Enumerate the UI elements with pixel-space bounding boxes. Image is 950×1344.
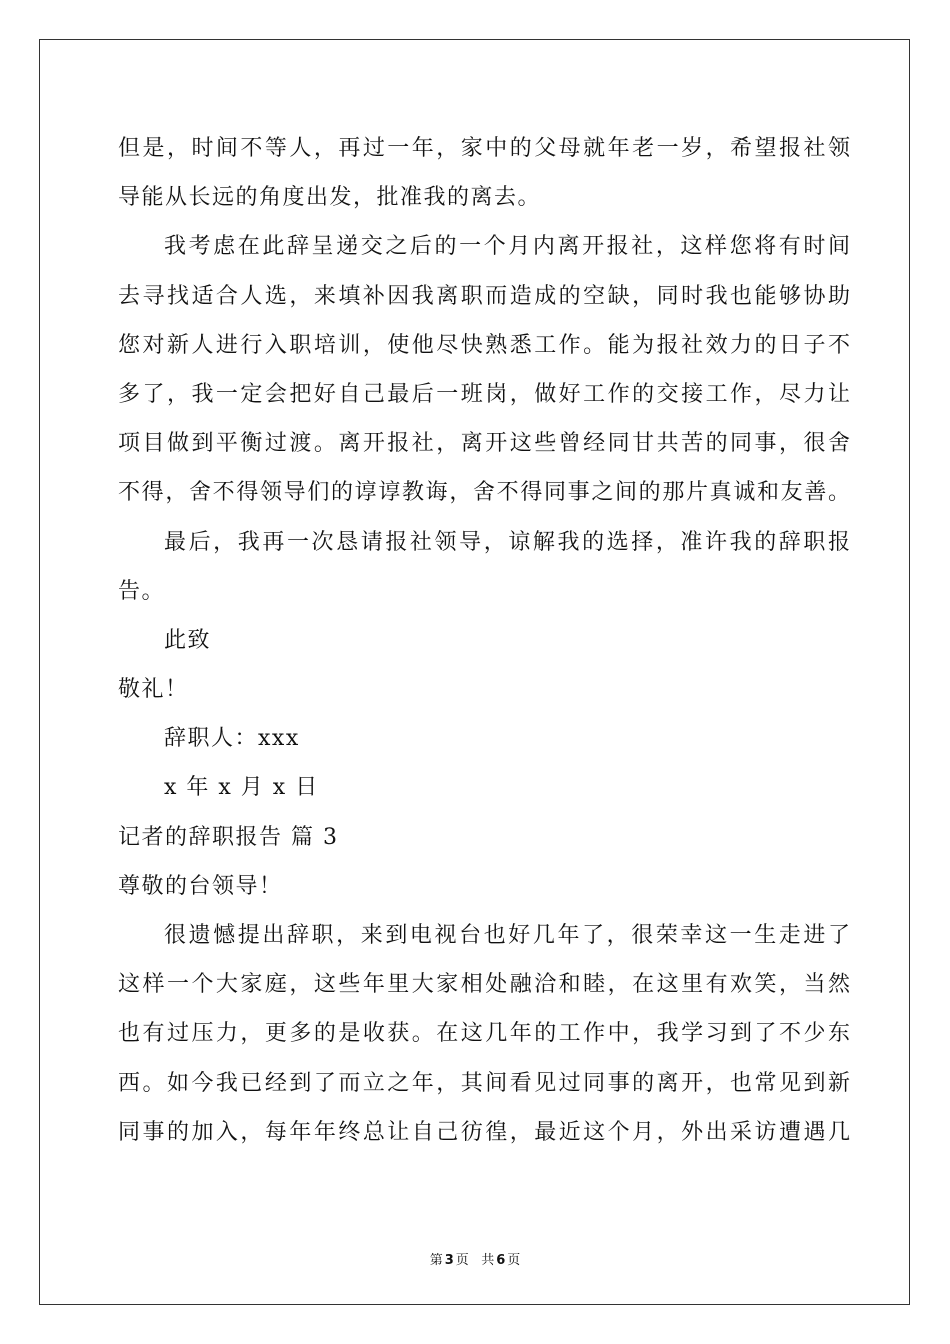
text-line: 您对新人进行入职培训，使他尽快熟悉工作。能为报社效力的日子不 [118, 332, 850, 358]
text-line: 这样一个大家庭，这些年里大家相处融洽和睦，在这里有欢笑，当然 [118, 972, 850, 998]
text-line: 不得，舍不得领导们的谆谆教诲，舍不得同事之间的那片真诚和友善。 [118, 480, 850, 506]
signature-date: x 年 x 月 x 日 [164, 775, 319, 801]
text-line: 多了，我一定会把好自己最后一班岗，做好工作的交接工作，尽力让 [118, 381, 850, 407]
text-line: 项目做到平衡过渡。离开报社，离开这些曾经同甘共苦的同事，很舍 [118, 431, 850, 457]
greeting: 尊敬的台领导！ [118, 873, 283, 899]
page-number [0, 1249, 950, 1268]
text-line: 导能从长远的角度出发，批准我的离去。 [118, 185, 542, 211]
page-prefix: 第 [429, 1253, 443, 1268]
total-prefix: 共 [481, 1253, 495, 1268]
closing-regards: 敬礼！ [118, 677, 189, 703]
text-line: 西。如今我已经到了而立之年，其间看见过同事的离开，也常见到新 [118, 1070, 850, 1096]
text-line: 很遗憾提出辞职，来到电视台也好几年了，很荣幸这一生走进了 [164, 923, 850, 948]
text-line: 我考虑在此辞呈递交之后的一个月内离开报社，这样您将有时间 [164, 234, 850, 260]
text-line: 告。 [118, 578, 166, 604]
text-line: 最后，我再一次恳请报社领导，谅解我的选择，准许我的辞职报 [164, 529, 850, 555]
text-line: 但是，时间不等人，再过一年，家中的父母就年老一岁，希望报社领 [118, 136, 850, 161]
current-page: 3 [444, 1253, 454, 1268]
text-line: 也有过压力，更多的是收获。在这几年的工作中，我学习到了不少东 [118, 1021, 850, 1047]
signature-name: 辞职人：xxx [164, 726, 300, 752]
closing-salutation: 此致 [164, 627, 212, 653]
total-pages: 6 [496, 1253, 506, 1268]
total-suffix: 页 [507, 1253, 521, 1268]
text-line: 同事的加入，每年年终总让自己彷徨，最近这个月，外出采访遭遇几 [118, 1119, 850, 1145]
page-suffix: 页 [455, 1253, 469, 1268]
document-body [118, 124, 850, 1157]
text-line: 去寻找适合人选，来填补因我离职而造成的空缺，同时我也能够协助 [118, 283, 850, 309]
section-heading: 记者的辞职报告 篇 3 [118, 824, 339, 850]
